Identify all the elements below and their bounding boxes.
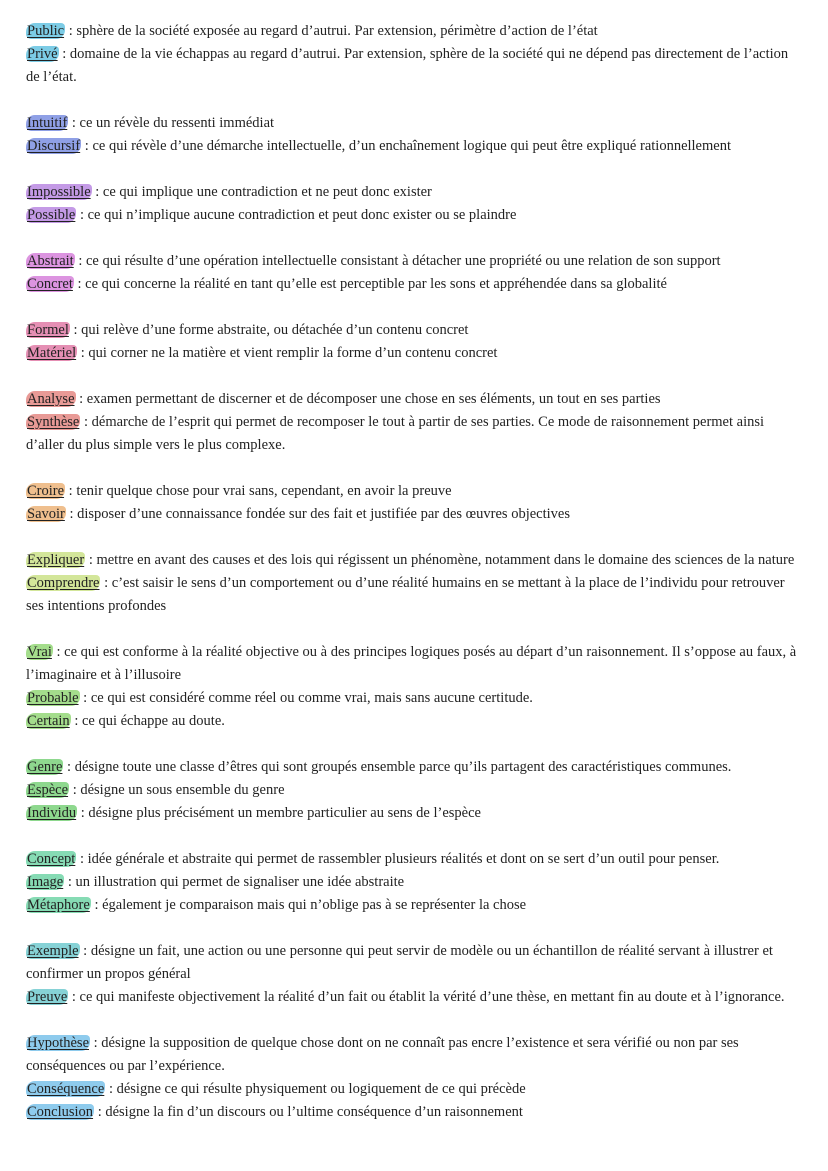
highlighted-term: Genre	[27, 759, 63, 775]
definition-group	[26, 641, 798, 733]
highlighted-term: Possible	[27, 207, 76, 223]
definition-text: : également je comparaison mais qui n’oblige pas à se représenter la chose	[90, 897, 527, 913]
definition-group	[26, 112, 798, 158]
definition-entry	[26, 894, 798, 917]
definition-entry	[26, 319, 798, 342]
definition-text: : ce qui implique une contradiction et ne peut donc exister	[91, 184, 432, 200]
definition-group	[26, 181, 798, 227]
definition-text: : ce qui concerne la réalité en tant qu’elle est perceptible par les sons et appréhendée dans sa globalité	[73, 276, 667, 292]
definition-text: : désigne la supposition de quelque chose dont on ne connaît pas encre l’existence et sera vérifié ou non par ses conséquences ou par l’expérience.	[26, 1035, 739, 1074]
definition-text: : un illustration qui permet de signaliser une idée abstraite	[64, 874, 405, 890]
definition-entry	[26, 940, 798, 986]
highlighted-term: Probable	[27, 690, 79, 706]
highlighted-term: Métaphore	[27, 897, 90, 913]
definition-text: : ce qui n’implique aucune contradiction et peut donc exister ou se plaindre	[76, 207, 517, 223]
definition-entry	[26, 503, 798, 526]
definition-entry	[26, 480, 798, 503]
highlighted-term: Synthèse	[27, 414, 80, 430]
definition-entry	[26, 572, 798, 618]
highlighted-term: Hypothèse	[27, 1035, 90, 1051]
definition-entry	[26, 1032, 798, 1078]
highlighted-term: Preuve	[27, 989, 68, 1005]
definition-text: : désigne ce qui résulte physiquement ou logiquement de ce qui précède	[105, 1081, 526, 1097]
highlighted-term: Formel	[27, 322, 69, 338]
definition-entry	[26, 250, 798, 273]
highlighted-term: Conséquence	[27, 1081, 105, 1097]
definition-entry	[26, 411, 798, 457]
definition-entry	[26, 687, 798, 710]
definition-group	[26, 250, 798, 296]
highlighted-term: Concept	[27, 851, 76, 867]
definition-text: : c’est saisir le sens d’un comportement ou d’une réalité humains en se mettant à la place de l’individu pour retrouver ses intentions profondes	[26, 575, 785, 614]
definition-text: : ce qui révèle d’une démarche intellectuelle, d’un enchaînement logique qui peut être expliqué rationnellement	[81, 138, 731, 154]
definition-entry	[26, 549, 798, 572]
highlighted-term: Matériel	[27, 345, 77, 361]
definition-entry	[26, 641, 798, 687]
highlighted-term: Individu	[27, 805, 77, 821]
definition-text: : ce qui échappe au doute.	[70, 713, 225, 729]
definition-entry	[26, 848, 798, 871]
definition-entry	[26, 1101, 798, 1124]
highlighted-term: Abstrait	[27, 253, 74, 269]
highlighted-term: Croire	[27, 483, 65, 499]
highlighted-term: Vrai	[27, 644, 52, 660]
definition-group	[26, 480, 798, 526]
definition-text: : ce qui manifeste objectivement la réalité d’un fait ou établit la vérité d’une thèse, en mettant fin au doute et à l’ignorance.	[68, 989, 785, 1005]
definition-group	[26, 1032, 798, 1124]
definition-text: : examen permettant de discerner et de décomposer une chose en ses éléments, un tout en ses parties	[75, 391, 661, 407]
highlighted-term: Exemple	[27, 943, 79, 959]
highlighted-term: Conclusion	[27, 1104, 94, 1120]
definition-text: : désigne la fin d’un discours ou l’ultime conséquence d’un raisonnement	[94, 1104, 523, 1120]
definition-text: : ce qui est conforme à la réalité objective ou à des principes logiques posés au départ d’un raisonnement. Il s’oppose au faux, à l’imaginaire et à l’illusoire	[26, 644, 797, 683]
definition-entry	[26, 112, 798, 135]
highlighted-term: Certain	[27, 713, 70, 729]
highlighted-term: Privé	[27, 46, 58, 62]
definition-entry	[26, 986, 798, 1009]
highlighted-term: Analyse	[27, 391, 75, 407]
definition-group	[26, 388, 798, 457]
definition-entry	[26, 802, 798, 825]
definition-text: : désigne un fait, une action ou une personne qui peut servir de modèle ou un échantillon de réalité servant à illustrer et confirmer un propos général	[26, 943, 773, 982]
highlighted-term: Public	[27, 23, 65, 39]
definition-group	[26, 848, 798, 917]
highlighted-term: Image	[27, 874, 64, 890]
definition-group	[26, 756, 798, 825]
definition-entry	[26, 273, 798, 296]
definition-group	[26, 319, 798, 365]
highlighted-term: Expliquer	[27, 552, 85, 568]
definition-text: : désigne un sous ensemble du genre	[69, 782, 285, 798]
highlighted-term: Concret	[27, 276, 73, 292]
definition-text: : démarche de l’esprit qui permet de recomposer le tout à partir de ses parties. Ce mode de raisonnement permet ainsi d’aller du plus simple vers le plus complexe.	[26, 414, 765, 453]
definition-text: : désigne toute une classe d’êtres qui sont groupés ensemble parce qu’ils partagent des caractéristiques communes.	[63, 759, 732, 775]
definition-entry	[26, 43, 798, 89]
definition-text: : sphère de la société exposée au regard d’autrui. Par extension, périmètre d’action de l’état	[65, 23, 598, 39]
highlighted-term: Intuitif	[27, 115, 68, 131]
highlighted-term: Impossible	[27, 184, 91, 200]
highlighted-term: Discursif	[27, 138, 81, 154]
definition-text: : ce qui résulte d’une opération intellectuelle consistant à détacher une propriété ou une relation de son support	[74, 253, 721, 269]
definition-text: : qui corner ne la matière et vient remplir la forme d’un contenu concret	[77, 345, 498, 361]
highlighted-term: Comprendre	[27, 575, 100, 591]
highlighted-term: Espèce	[27, 782, 69, 798]
definition-text: : idée générale et abstraite qui permet de rassembler plusieurs réalités et dont on se sert d’un outil pour penser.	[76, 851, 720, 867]
definition-text: : disposer d’une connaissance fondée sur des fait et justifiée par des œuvres objectives	[65, 506, 570, 522]
definition-entry	[26, 342, 798, 365]
definition-entry	[26, 710, 798, 733]
definition-text: : qui relève d’une forme abstraite, ou détachée d’un contenu concret	[69, 322, 469, 338]
definition-text: : tenir quelque chose pour vrai sans, cependant, en avoir la preuve	[65, 483, 452, 499]
definition-entry	[26, 388, 798, 411]
definition-entry	[26, 1078, 798, 1101]
definition-entry	[26, 204, 798, 227]
definition-entry	[26, 20, 798, 43]
definition-entry	[26, 779, 798, 802]
definition-entry	[26, 756, 798, 779]
definition-group	[26, 20, 798, 89]
highlighted-term: Savoir	[27, 506, 65, 522]
definition-text: : mettre en avant des causes et des lois qui régissent un phénomène, notamment dans le domaine des sciences de la nature	[85, 552, 795, 568]
definition-entry	[26, 135, 798, 158]
definition-group	[26, 549, 798, 618]
definition-text: : désigne plus précisément un membre particulier au sens de l’espèce	[77, 805, 481, 821]
definition-text: : ce un révèle du ressenti immédiat	[68, 115, 275, 131]
definition-group	[26, 940, 798, 1009]
definition-entry	[26, 871, 798, 894]
definition-entry	[26, 181, 798, 204]
definition-text: : domaine de la vie échappas au regard d’autrui. Par extension, sphère de la société qui ne dépend pas directement de l’action de l’état.	[26, 46, 789, 85]
definition-text: : ce qui est considéré comme réel ou comme vrai, mais sans aucune certitude.	[79, 690, 533, 706]
